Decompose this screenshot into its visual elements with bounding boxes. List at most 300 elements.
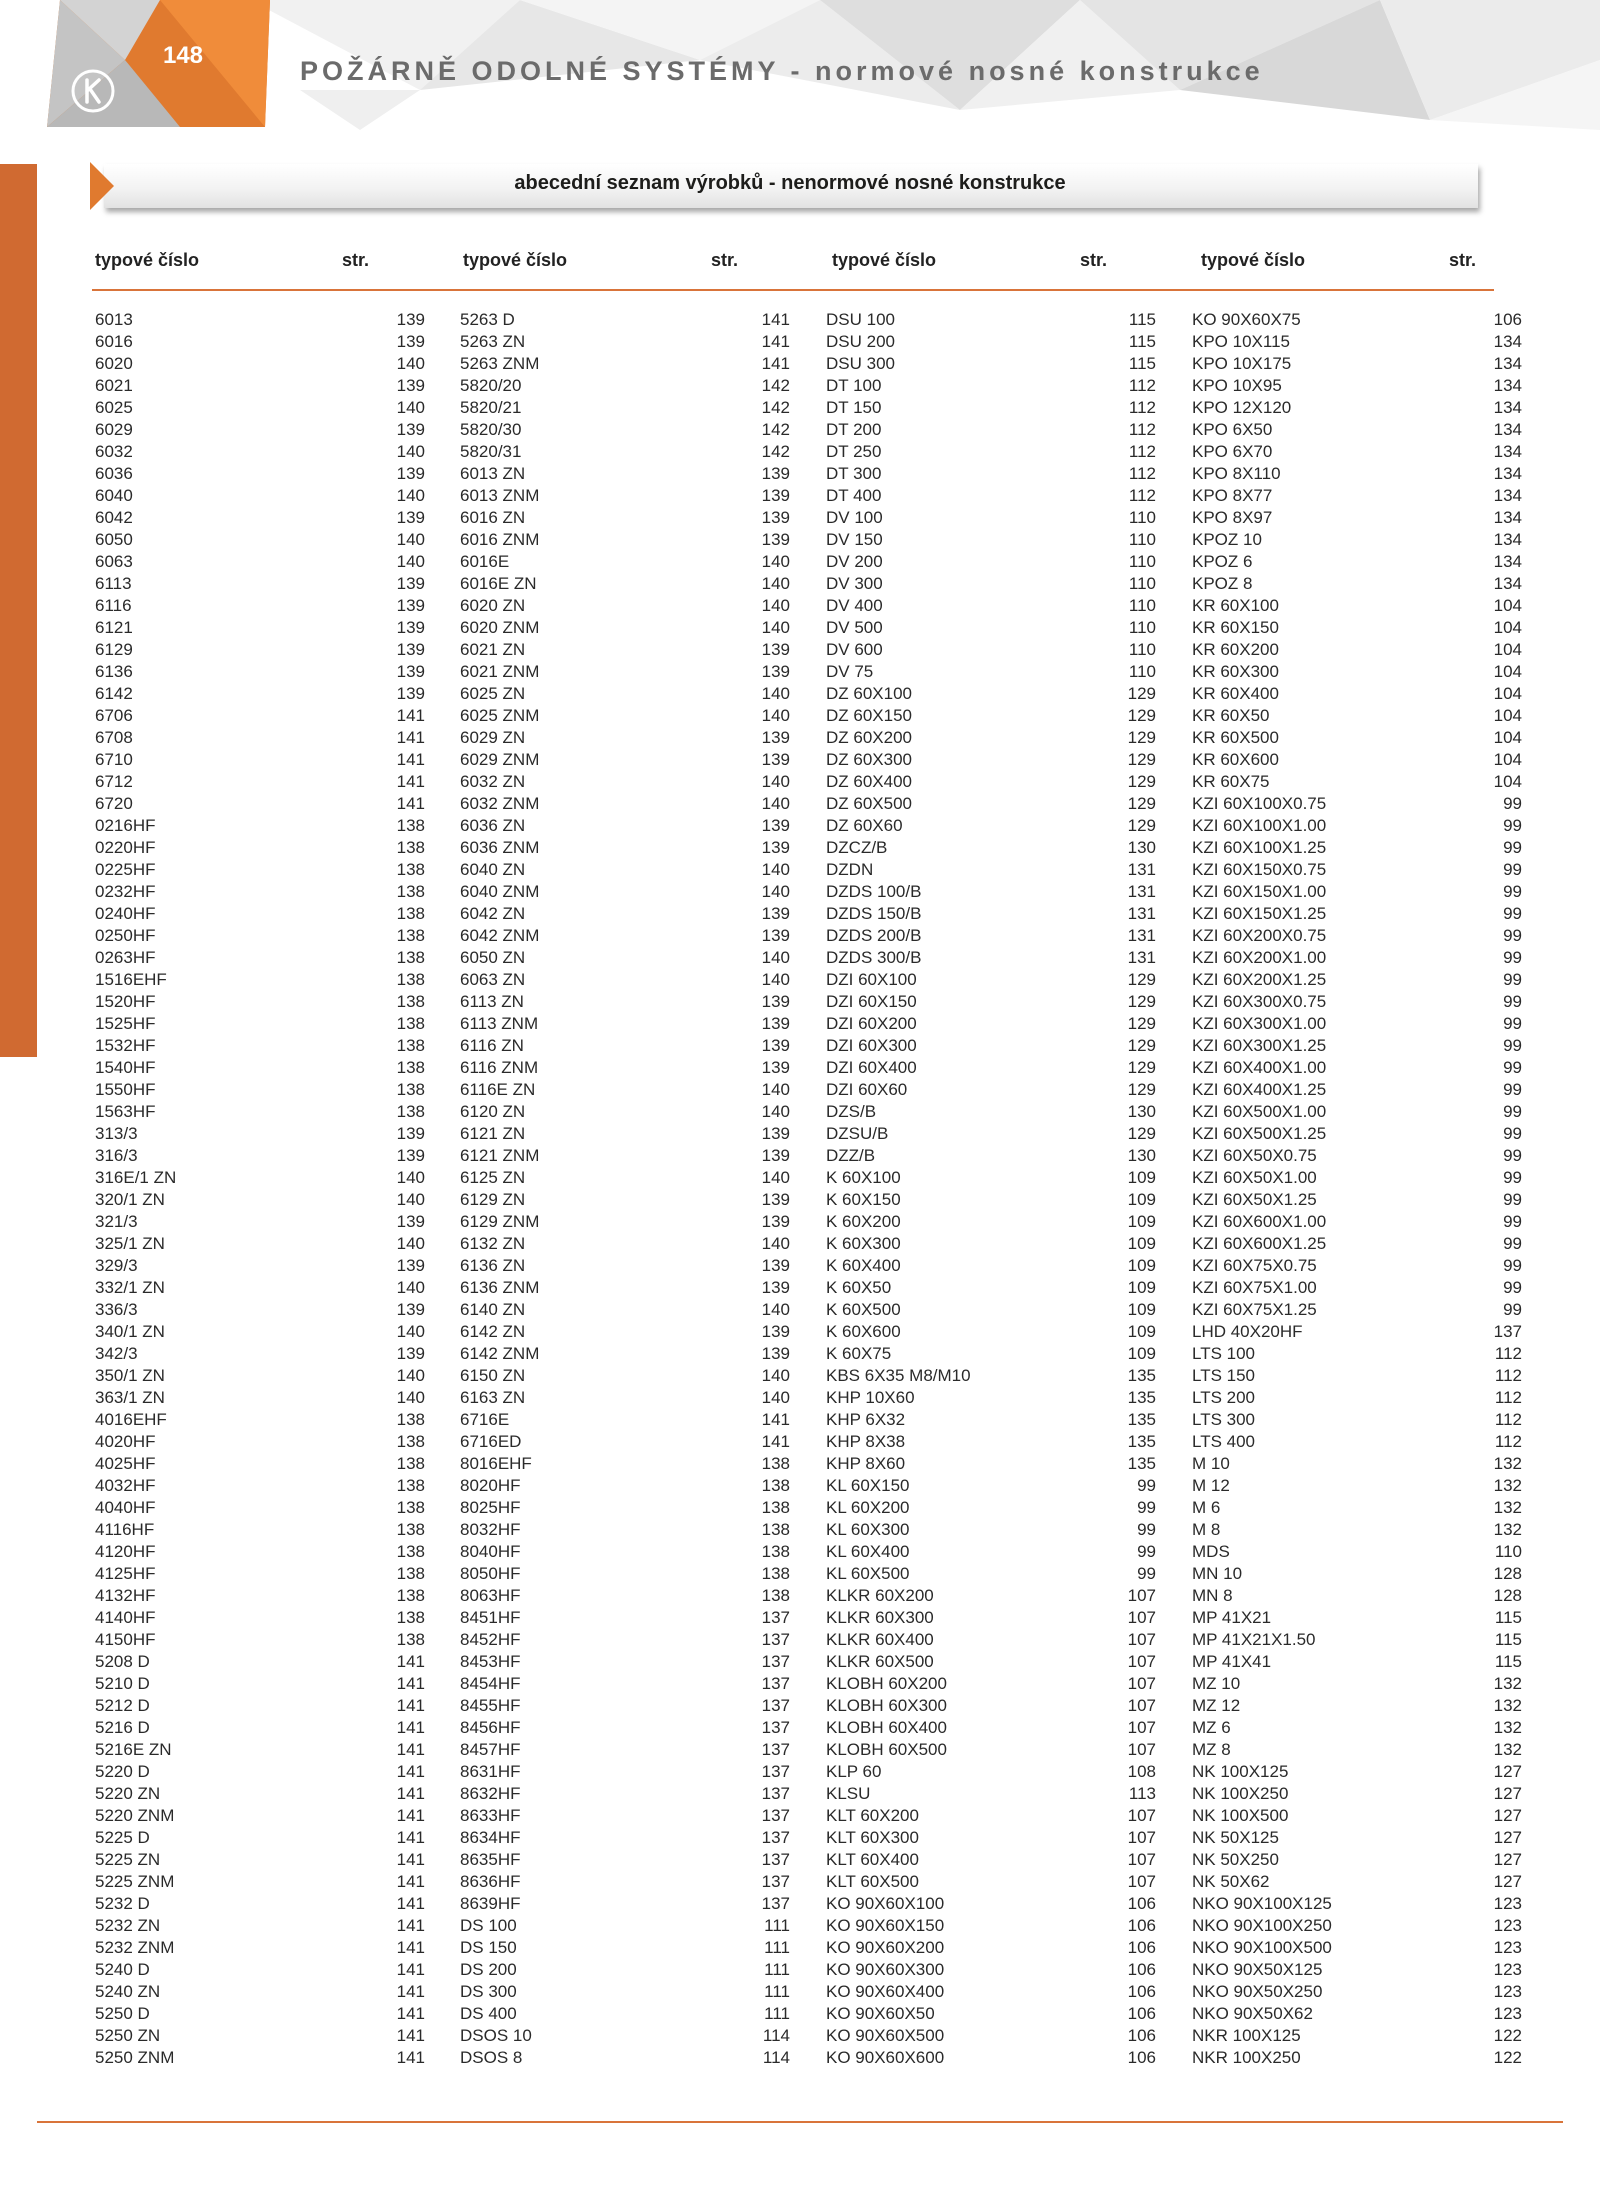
table-row [460, 463, 790, 485]
column-header-code: typové číslo [95, 250, 200, 270]
page-reference: 107 [1127, 1806, 1156, 1825]
product-code: KPO 8X77 [1192, 486, 1273, 505]
page-reference: 106 [1127, 1982, 1156, 2001]
table-row [1192, 1563, 1522, 1585]
product-code: DSU 200 [826, 332, 895, 351]
table-row [95, 1321, 425, 1343]
table-row [460, 1365, 790, 1387]
table-row [460, 1431, 790, 1453]
page-reference: 106 [1127, 2048, 1156, 2067]
product-code: NKO 90X100X500 [1192, 1938, 1332, 1957]
page-reference: 134 [1493, 552, 1522, 571]
table-row [95, 397, 425, 419]
page-reference: 109 [1127, 1212, 1156, 1231]
product-code: 6025 ZN [460, 684, 526, 703]
page-reference: 99 [1503, 1146, 1522, 1165]
product-code: DZ 60X100 [826, 684, 912, 703]
page-reference: 127 [1493, 1762, 1522, 1781]
product-code: 6020 ZNM [460, 618, 540, 637]
page-reference: 138 [396, 992, 425, 1011]
product-code: 6032 ZN [460, 772, 526, 791]
page-reference: 140 [761, 1234, 790, 1253]
product-code: KZI 60X200X1.00 [1192, 948, 1327, 967]
product-code: 1516EHF [95, 970, 167, 989]
product-code: 5820/20 [460, 376, 522, 395]
table-row [826, 1387, 1156, 1409]
product-code: 6113 [95, 574, 132, 593]
product-code: 5232 ZNM [95, 1938, 175, 1957]
table-row [460, 1035, 790, 1057]
table-row [1192, 353, 1522, 375]
page-reference: 99 [1137, 1542, 1156, 1561]
page-reference: 109 [1127, 1278, 1156, 1297]
table-row [1192, 1673, 1522, 1695]
page-reference: 131 [1127, 926, 1156, 945]
page-reference: 139 [396, 1300, 425, 1319]
table-row [826, 1563, 1156, 1585]
page-reference: 139 [396, 464, 425, 483]
product-code: 6042 ZN [460, 904, 526, 923]
product-code: 6016 [95, 332, 133, 351]
product-code: 8063HF [460, 1586, 521, 1605]
product-code: 6136 [95, 662, 133, 681]
table-row [1192, 1541, 1522, 1563]
page-reference: 110 [1494, 1542, 1522, 1561]
product-code: 6710 [95, 750, 133, 769]
page-reference: 135 [1127, 1388, 1156, 1407]
table-row [1192, 1849, 1522, 1871]
table-row [1192, 375, 1522, 397]
table-row [826, 639, 1156, 661]
table-row [826, 309, 1156, 331]
page-reference: 108 [1127, 1762, 1156, 1781]
product-code: 6063 [95, 552, 133, 571]
page-reference: 139 [396, 1256, 425, 1275]
product-code: KLP 60 [826, 1762, 882, 1781]
page-reference: 138 [396, 1476, 425, 1495]
table-row [826, 1321, 1156, 1343]
product-code: DZDN [826, 860, 874, 879]
table-row [1192, 639, 1522, 661]
table-row [460, 1783, 790, 1805]
table-row [826, 1013, 1156, 1035]
page-reference: 99 [1137, 1564, 1156, 1583]
table-row [826, 1981, 1156, 2003]
page-reference: 137 [761, 1652, 790, 1671]
product-code: MP 41X21 [1192, 1608, 1272, 1627]
table-row [1192, 1651, 1522, 1673]
page-reference: 110 [1128, 596, 1156, 615]
table-row [460, 1497, 790, 1519]
product-code: KPOZ 10 [1192, 530, 1262, 549]
page-reference: 137 [761, 1850, 790, 1869]
product-code: 350/1 ZN [95, 1366, 165, 1385]
product-code: LHD 40X20HF [1192, 1322, 1303, 1341]
page-reference: 107 [1127, 1652, 1156, 1671]
table-row [826, 1805, 1156, 1827]
product-code: 6029 ZNM [460, 750, 540, 769]
table-row [95, 1805, 425, 1827]
column-header-page: str. [1080, 250, 1108, 270]
page-reference: 137 [761, 1762, 790, 1781]
table-row [1192, 507, 1522, 529]
table-row [460, 1673, 790, 1695]
product-code: DV 300 [826, 574, 883, 593]
table-row [1192, 397, 1522, 419]
table-row [95, 485, 425, 507]
page-reference: 140 [761, 684, 790, 703]
product-code: KZI 60X100X1.00 [1192, 816, 1327, 835]
table-row [95, 353, 425, 375]
table-row [826, 375, 1156, 397]
product-code: 321/3 [95, 1212, 138, 1231]
table-row [460, 859, 790, 881]
page-reference: 111 [764, 1960, 790, 1979]
page-reference: 107 [1127, 1696, 1156, 1715]
table-row [1192, 1915, 1522, 1937]
table-row [95, 705, 425, 727]
page-reference: 141 [396, 794, 425, 813]
table-row [1192, 1761, 1522, 1783]
page-reference: 137 [761, 1740, 790, 1759]
product-code: NK 100X500 [1192, 1806, 1289, 1825]
table-row [826, 925, 1156, 947]
table-row [460, 1541, 790, 1563]
page-reference: 137 [761, 1630, 790, 1649]
product-code: KLT 60X200 [826, 1806, 919, 1825]
page-reference: 140 [761, 706, 790, 725]
product-code: KZI 60X75X1.25 [1192, 1300, 1317, 1319]
product-code: 6036 [95, 464, 133, 483]
page-reference: 112 [1128, 420, 1156, 439]
page-reference: 134 [1493, 486, 1522, 505]
page-reference: 127 [1493, 1872, 1522, 1891]
product-code: 0216HF [95, 816, 156, 835]
product-code: 6016 ZN [460, 508, 526, 527]
page-reference: 107 [1127, 1674, 1156, 1693]
product-code: DZ 60X400 [826, 772, 912, 791]
page-reference: 141 [396, 706, 425, 725]
table-row [1192, 903, 1522, 925]
table-row [1192, 2003, 1522, 2025]
table-row [460, 551, 790, 573]
table-row [95, 837, 425, 859]
column-header-page: str. [711, 250, 739, 270]
product-code: 6121 [95, 618, 133, 637]
page-reference: 99 [1503, 1036, 1522, 1055]
product-code: KPO 8X97 [1192, 508, 1273, 527]
table-row [95, 1761, 425, 1783]
table-row [1192, 1805, 1522, 1827]
product-code: KL 60X150 [826, 1476, 910, 1495]
table-row [95, 1849, 425, 1871]
table-row [95, 1519, 425, 1541]
product-code: 320/1 ZN [95, 1190, 165, 1209]
page-reference: 141 [761, 1410, 790, 1429]
product-code: KO 90X60X200 [826, 1938, 945, 1957]
product-code: KPO 10X175 [1192, 354, 1292, 373]
table-row [826, 1607, 1156, 1629]
product-code: DZI 60X60 [826, 1080, 908, 1099]
page-reference: 137 [761, 1674, 790, 1693]
table-row [826, 1365, 1156, 1387]
page-reference: 140 [761, 1080, 790, 1099]
product-code: KZI 60X50X1.00 [1192, 1168, 1317, 1187]
page-reference: 115 [1128, 354, 1156, 373]
page-reference: 141 [761, 1432, 790, 1451]
page-reference: 140 [396, 1168, 425, 1187]
product-code: 8631HF [460, 1762, 521, 1781]
product-code: NK 50X125 [1192, 1828, 1279, 1847]
product-code: 6708 [95, 728, 133, 747]
product-code: 5210 D [95, 1674, 150, 1693]
page-reference: 140 [761, 1366, 790, 1385]
product-code: KZI 60X100X1.25 [1192, 838, 1327, 857]
product-code: 5225 ZN [95, 1850, 161, 1869]
page-reference: 134 [1493, 398, 1522, 417]
table-row [95, 1871, 425, 1893]
product-code: 5820/21 [460, 398, 522, 417]
product-code: 363/1 ZN [95, 1388, 165, 1407]
product-code: KR 60X300 [1192, 662, 1279, 681]
product-code: 332/1 ZN [95, 1278, 165, 1297]
product-code: KZI 60X200X1.25 [1192, 970, 1327, 989]
table-row [826, 441, 1156, 463]
table-row [1192, 2047, 1522, 2069]
product-code: 5250 ZNM [95, 2048, 175, 2067]
page-reference: 129 [1127, 1036, 1156, 1055]
table-row [1192, 1123, 1522, 1145]
product-code: DS 300 [460, 1982, 517, 2001]
table-row [826, 573, 1156, 595]
page-reference: 138 [396, 816, 425, 835]
product-code: KPOZ 6 [1192, 552, 1253, 571]
table-row [826, 1937, 1156, 1959]
table-row [95, 1893, 425, 1915]
table-row [826, 1519, 1156, 1541]
page-reference: 139 [761, 640, 790, 659]
page-reference: 138 [396, 1432, 425, 1451]
table-row [460, 1475, 790, 1497]
page-reference: 134 [1493, 354, 1522, 373]
table-row [460, 441, 790, 463]
table-row [826, 727, 1156, 749]
table-row [95, 463, 425, 485]
table-row [826, 2025, 1156, 2047]
table-row [826, 617, 1156, 639]
product-code: 5250 ZN [95, 2026, 161, 2045]
product-code: DV 200 [826, 552, 883, 571]
product-code: 6050 [95, 530, 133, 549]
table-row [95, 1585, 425, 1607]
page-reference: 99 [1503, 1058, 1522, 1077]
page-reference: 129 [1127, 728, 1156, 747]
table-row [1192, 1607, 1522, 1629]
table-row [95, 331, 425, 353]
table-row [826, 1651, 1156, 1673]
product-code: MZ 8 [1192, 1740, 1231, 1759]
table-row [1192, 463, 1522, 485]
table-row [826, 1717, 1156, 1739]
product-code: 4016EHF [95, 1410, 167, 1429]
product-code: 6063 ZN [460, 970, 526, 989]
table-row [826, 331, 1156, 353]
table-row [1192, 661, 1522, 683]
page-reference: 141 [396, 772, 425, 791]
page-reference: 99 [1503, 1014, 1522, 1033]
table-row [95, 881, 425, 903]
product-code: KLSU [826, 1784, 871, 1803]
product-column-3 [826, 309, 1156, 2069]
table-row [826, 353, 1156, 375]
table-row [95, 1211, 425, 1233]
page-reference: 115 [1128, 332, 1156, 351]
table-row [95, 1079, 425, 1101]
page-reference: 111 [764, 1982, 790, 2001]
product-code: DZ 60X200 [826, 728, 912, 747]
page-reference: 138 [396, 882, 425, 901]
table-row [460, 1563, 790, 1585]
page-reference: 99 [1503, 816, 1522, 835]
table-row [826, 1761, 1156, 1783]
table-row [826, 1673, 1156, 1695]
page-reference: 123 [1493, 1894, 1522, 1913]
table-row [460, 1651, 790, 1673]
page-reference: 139 [761, 1278, 790, 1297]
table-row [1192, 617, 1522, 639]
table-row [1192, 2025, 1522, 2047]
page-reference: 140 [396, 1388, 425, 1407]
page-reference: 140 [761, 772, 790, 791]
product-code: DT 300 [826, 464, 882, 483]
product-code: 0240HF [95, 904, 156, 923]
product-code: 6013 ZNM [460, 486, 540, 505]
page-reference: 135 [1127, 1410, 1156, 1429]
page-reference: 109 [1127, 1322, 1156, 1341]
column-header-page: str. [342, 250, 370, 270]
table-row [1192, 1167, 1522, 1189]
product-code: 6150 ZN [460, 1366, 526, 1385]
product-code: KZI 60X400X1.00 [1192, 1058, 1327, 1077]
page-reference: 115 [1494, 1652, 1522, 1671]
table-row [460, 1343, 790, 1365]
product-code: 0220HF [95, 838, 156, 857]
product-code: KL 60X200 [826, 1498, 910, 1517]
page-reference: 141 [396, 1916, 425, 1935]
page-reference: 138 [396, 1564, 425, 1583]
page-reference: 110 [1128, 552, 1156, 571]
page-reference: 137 [761, 1784, 790, 1803]
table-row [95, 1981, 425, 2003]
table-row [95, 1101, 425, 1123]
table-row [460, 1739, 790, 1761]
product-code: DS 100 [460, 1916, 517, 1935]
product-code: KO 90X60X100 [826, 1894, 945, 1913]
page-reference: 138 [396, 838, 425, 857]
page-reference: 138 [396, 1542, 425, 1561]
table-row [1192, 1717, 1522, 1739]
table-row [1192, 1497, 1522, 1519]
page-reference: 106 [1493, 310, 1522, 329]
page-reference: 112 [1494, 1388, 1522, 1407]
page-reference: 142 [761, 420, 790, 439]
page-reference: 110 [1128, 574, 1156, 593]
table-row [95, 1497, 425, 1519]
table-row [1192, 1101, 1522, 1123]
product-code: 6716E [460, 1410, 510, 1429]
k-logo-icon [70, 68, 116, 114]
table-row [95, 441, 425, 463]
table-row [460, 1057, 790, 1079]
table-row [826, 1453, 1156, 1475]
product-code: NK 100X125 [1192, 1762, 1289, 1781]
page-reference: 131 [1127, 860, 1156, 879]
product-code: 4132HF [95, 1586, 156, 1605]
product-code: 5263 D [460, 310, 515, 329]
table-row [1192, 1937, 1522, 1959]
product-code: 5820/31 [460, 442, 522, 461]
page-reference: 137 [761, 1894, 790, 1913]
table-row [1192, 1519, 1522, 1541]
page-reference: 131 [1127, 948, 1156, 967]
product-code: 6016E ZN [460, 574, 537, 593]
product-code: 6029 ZN [460, 728, 526, 747]
product-code: KPO 6X70 [1192, 442, 1273, 461]
page-reference: 141 [396, 1784, 425, 1803]
table-row [95, 661, 425, 683]
table-row [1192, 1321, 1522, 1343]
table-row [826, 1299, 1156, 1321]
product-code: DZDS 300/B [826, 948, 922, 967]
table-row [95, 683, 425, 705]
table-row [826, 1629, 1156, 1651]
product-code: DV 400 [826, 596, 883, 615]
side-accent-bar [0, 164, 37, 1057]
page-reference: 111 [764, 1938, 790, 1957]
page-reference: 110 [1128, 508, 1156, 527]
product-code: KR 60X50 [1192, 706, 1270, 725]
product-code: 8456HF [460, 1718, 521, 1737]
page-reference: 129 [1127, 816, 1156, 835]
product-code: 4040HF [95, 1498, 156, 1517]
table-row [460, 793, 790, 815]
table-row [460, 1255, 790, 1277]
table-row [460, 2047, 790, 2069]
product-code: KZI 60X100X0.75 [1192, 794, 1327, 813]
table-row [95, 1695, 425, 1717]
table-row [826, 1431, 1156, 1453]
product-code: DV 500 [826, 618, 883, 637]
table-row [95, 1123, 425, 1145]
page-reference: 99 [1503, 838, 1522, 857]
page-reference: 112 [1494, 1366, 1522, 1385]
product-code: DS 400 [460, 2004, 517, 2023]
table-row [1192, 705, 1522, 727]
table-row [1192, 859, 1522, 881]
page-reference: 132 [1493, 1696, 1522, 1715]
product-code: DSU 300 [826, 354, 895, 373]
product-code: 6016 ZNM [460, 530, 540, 549]
page-reference: 107 [1127, 1872, 1156, 1891]
table-row [95, 595, 425, 617]
product-code: KZI 60X600X1.00 [1192, 1212, 1327, 1231]
product-code: KZI 60X600X1.25 [1192, 1234, 1327, 1253]
table-row [460, 683, 790, 705]
product-code: NKO 90X100X250 [1192, 1916, 1332, 1935]
product-code: 6116E ZN [460, 1080, 536, 1099]
page-reference: 139 [396, 574, 425, 593]
page-reference: 129 [1127, 1124, 1156, 1143]
